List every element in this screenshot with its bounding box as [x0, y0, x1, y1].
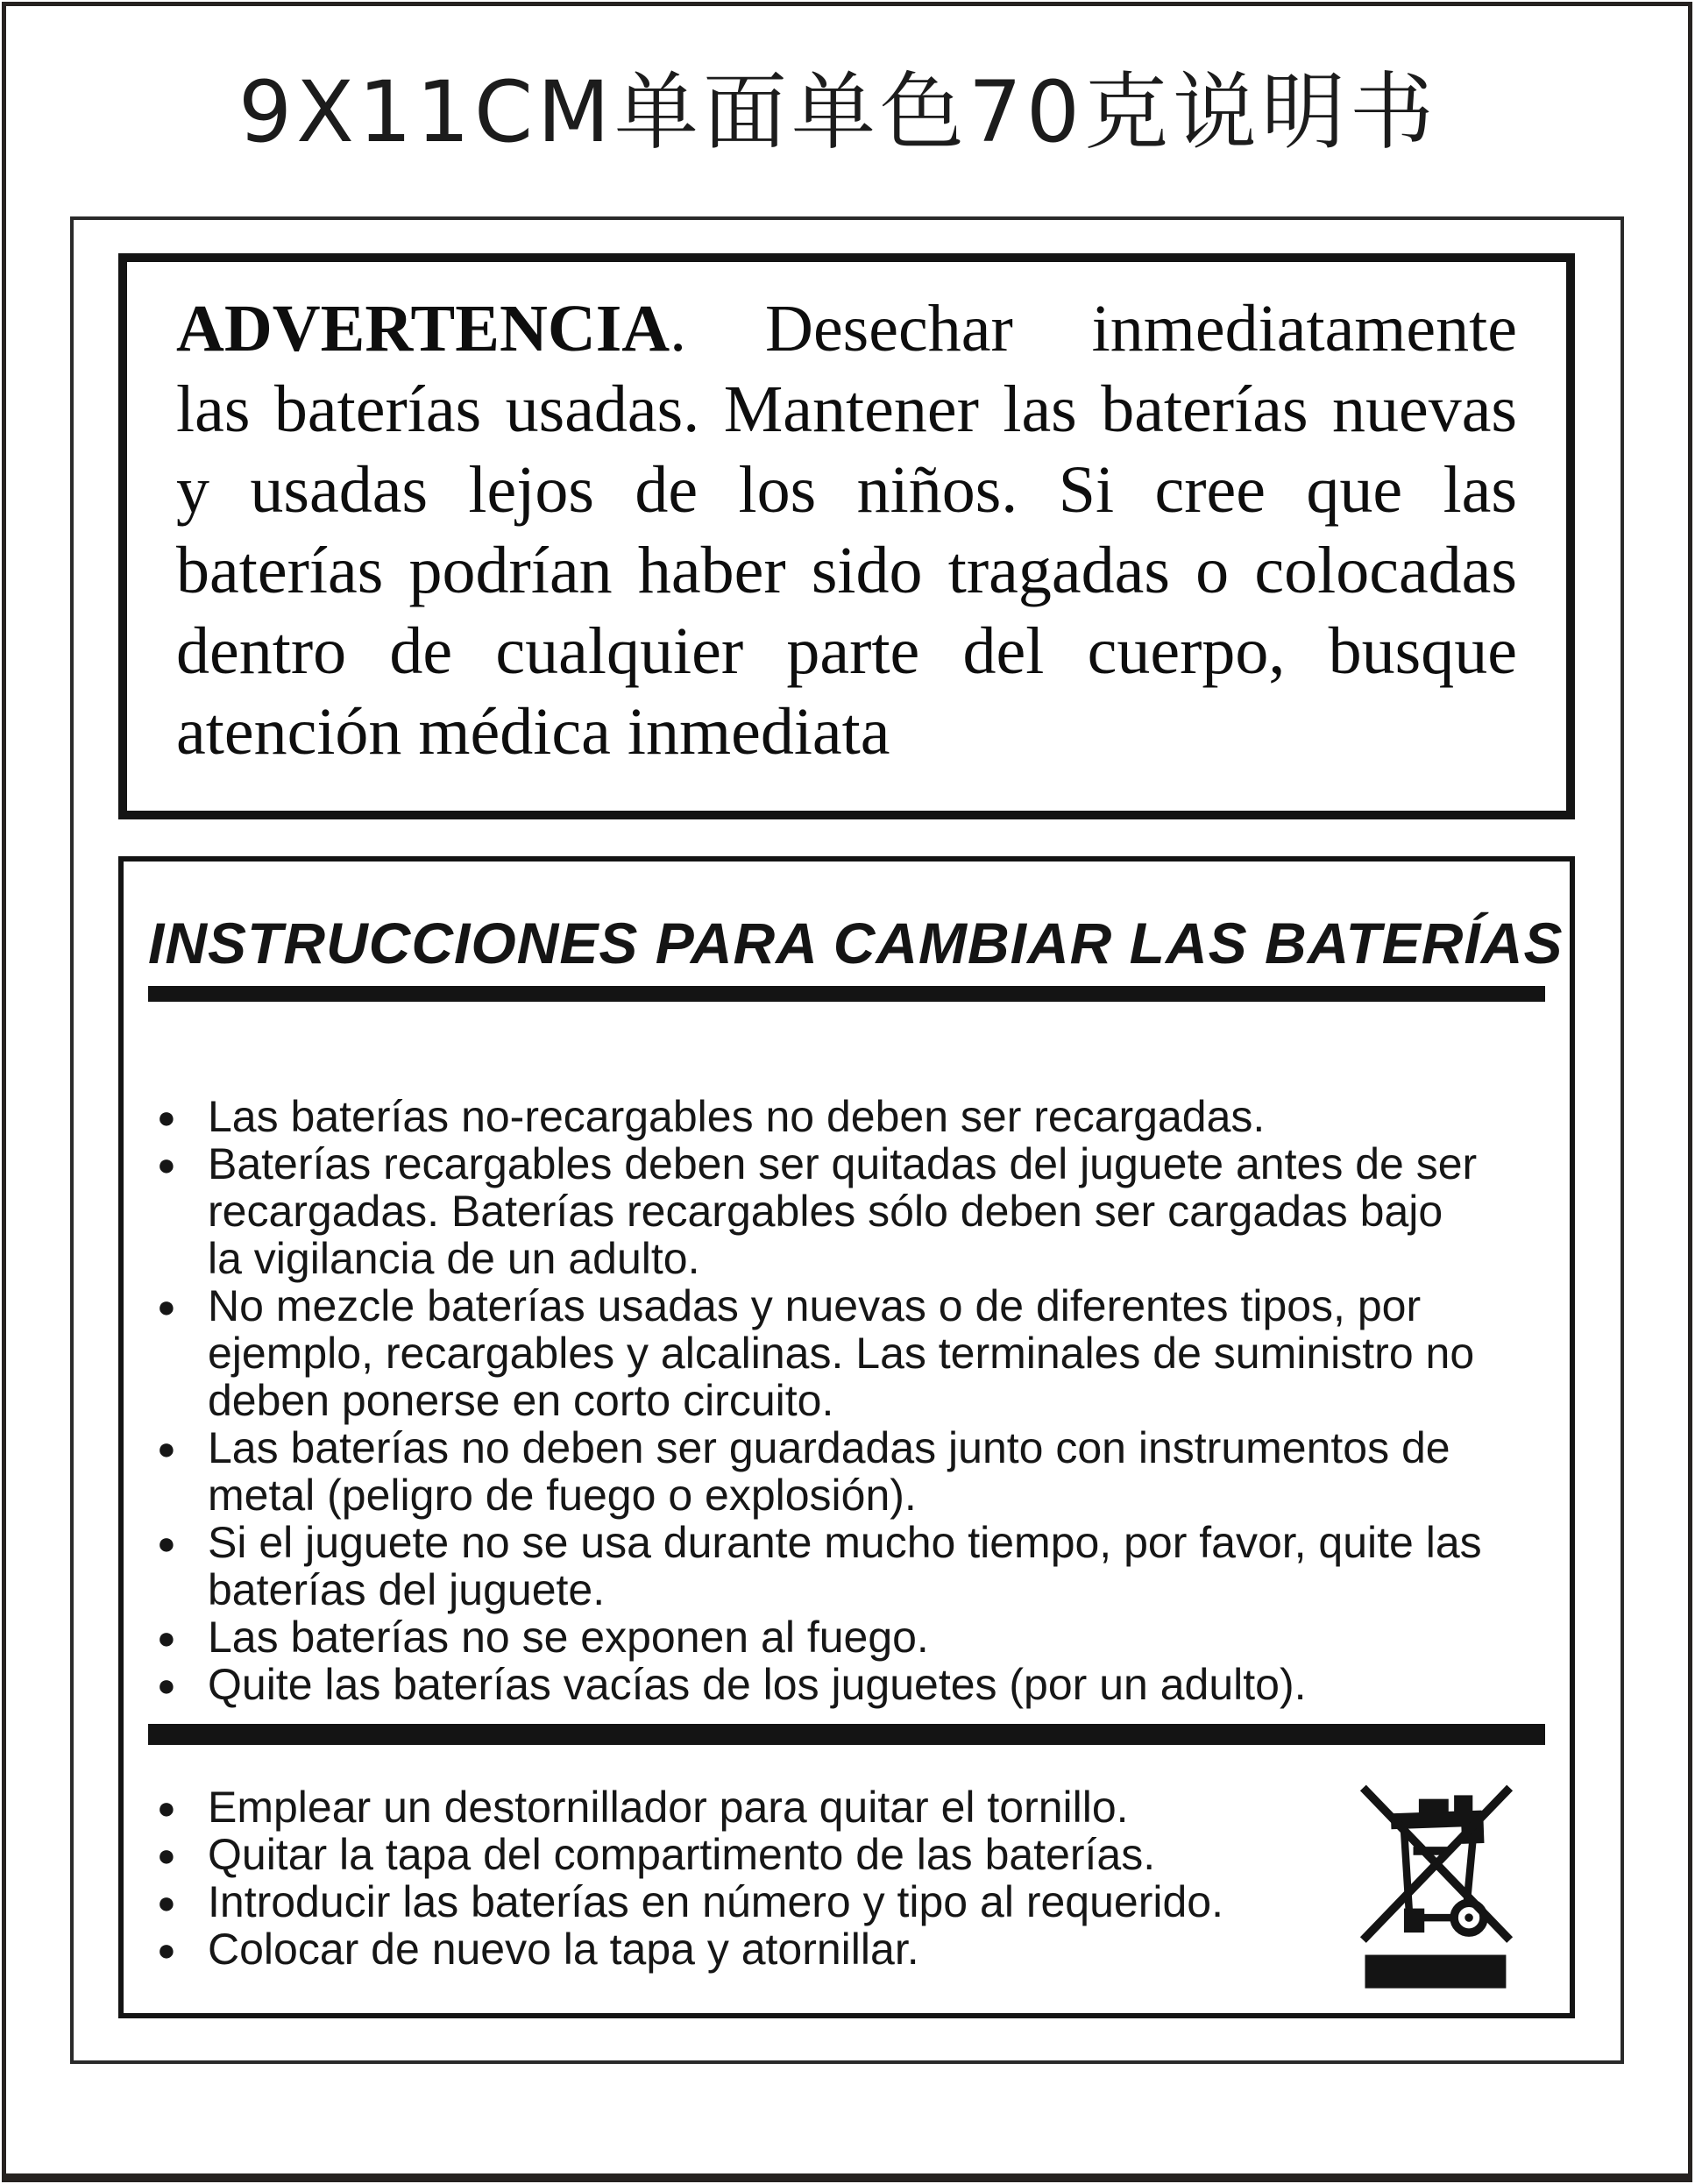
list-item: ● Colocar de nuevo la tapa y atornillar.	[148, 1925, 1358, 1973]
section-divider-bar	[148, 1724, 1545, 1745]
instructions-box	[118, 856, 1575, 2018]
list-item: ● Las baterías no se exponen al fuego.	[148, 1613, 1545, 1661]
warning-line	[176, 288, 1517, 369]
warning-line: atención médica inmediata	[176, 695, 890, 769]
list-item: ● No mezcle baterías usadas y nuevas o de diferentes tipos, por ejemplo, recargables y alcalinas. Las terminales de suministro no deben ponerse en corto circuito.	[148, 1282, 1545, 1424]
list-item: ● Introducir las baterías en número y tipo al requerido.	[148, 1878, 1358, 1925]
warning-heading: ADVERTENCIA	[176, 292, 670, 365]
list-item: ● Baterías recargables deben ser quitadas del juguete antes de ser recargadas. Baterías recargables sólo deben ser cargadas bajo la vigilancia de un adulto.	[148, 1140, 1545, 1282]
warning-text: . Desechar inmediatamente	[670, 292, 1517, 365]
list-item: ● Emplear un destornillador para quitar el tornillo.	[148, 1783, 1358, 1831]
heading-underline-bar	[148, 986, 1545, 1002]
warning-line: las baterías usadas. Mantener las baterías nuevas	[176, 372, 1517, 446]
list-item: ● Si el juguete no se usa durante mucho tiempo, por favor, quite las baterías del juguete.	[148, 1519, 1545, 1613]
warning-line: dentro de cualquier parte del cuerpo, busque	[176, 614, 1517, 688]
replacement-steps-row	[148, 1783, 1545, 1991]
battery-rules-list	[148, 1093, 1545, 1708]
replacement-steps-list	[148, 1783, 1358, 1973]
weee-crossed-bin-icon	[1358, 1773, 1515, 1991]
warning-line: y usadas lejos de los niños. Si cree que las	[176, 453, 1517, 527]
list-item: ● Las baterías no-recargables no deben ser recargadas.	[148, 1093, 1545, 1140]
page-title: 9X11CM单面单色70克说明书	[238, 63, 1439, 161]
warning-box	[118, 253, 1575, 819]
list-item: ● Las baterías no deben ser guardadas junto con instrumentos de metal (peligro de fuego o explosión).	[148, 1424, 1545, 1519]
warning-line: baterías podrían haber sido tragadas o colocadas	[176, 534, 1517, 607]
instructions-heading: INSTRUCCIONES PARA CAMBIAR LAS BATERÍAS	[148, 911, 1564, 975]
list-item: ● Quitar la tapa del compartimento de las baterías.	[148, 1831, 1358, 1878]
list-item: ● Quite las baterías vacías de los juguetes (por un adulto).	[148, 1661, 1545, 1708]
